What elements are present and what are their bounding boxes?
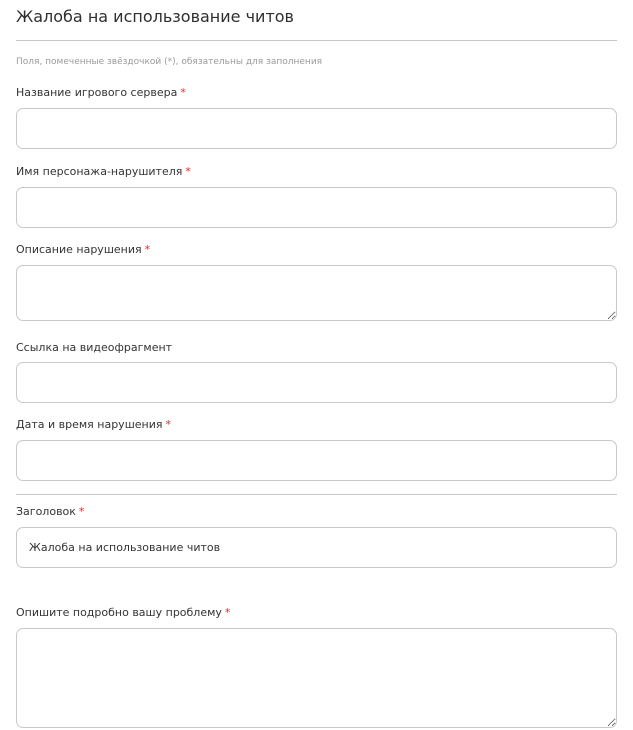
video-link-input[interactable] xyxy=(16,362,617,403)
video-link-label xyxy=(16,341,172,355)
violation-datetime-label xyxy=(16,418,171,432)
server-name-input[interactable] xyxy=(16,108,617,149)
subject-input[interactable] xyxy=(16,527,617,568)
character-name-input[interactable] xyxy=(16,187,617,228)
violation-description-label xyxy=(16,243,150,257)
subject-label-text: Заголовок xyxy=(16,505,76,518)
violation-datetime-label-text: Дата и время нарушения xyxy=(16,418,163,431)
required-asterisk: * xyxy=(144,243,151,256)
required-asterisk: * xyxy=(180,86,186,99)
problem-description-label xyxy=(16,606,230,620)
section-divider xyxy=(16,494,617,495)
required-fields-hint: Поля, помеченные звёздочкой (*), обязательны для заполнения xyxy=(16,57,323,67)
character-name-label xyxy=(16,165,191,179)
form-title: Жалоба на использование читов xyxy=(16,7,294,26)
required-asterisk: * xyxy=(224,606,231,619)
violation-datetime-input[interactable] xyxy=(16,440,617,481)
server-name-label-text: Название игрового сервера xyxy=(16,86,178,99)
required-asterisk: * xyxy=(165,418,171,431)
required-asterisk: * xyxy=(78,505,85,518)
character-name-label-text: Имя персонажа-нарушителя xyxy=(16,165,183,178)
problem-description-label-text: Опишите подробно вашу проблему xyxy=(16,606,222,619)
subject-label xyxy=(16,505,84,519)
title-divider xyxy=(16,40,617,41)
violation-description-textarea[interactable] xyxy=(16,265,617,321)
violation-description-label-text: Описание нарушения xyxy=(16,243,142,256)
video-link-label-text: Ссылка на видеофрагмент xyxy=(16,341,173,354)
problem-description-textarea[interactable] xyxy=(16,628,617,728)
server-name-label xyxy=(16,86,186,100)
required-asterisk: * xyxy=(185,165,191,178)
